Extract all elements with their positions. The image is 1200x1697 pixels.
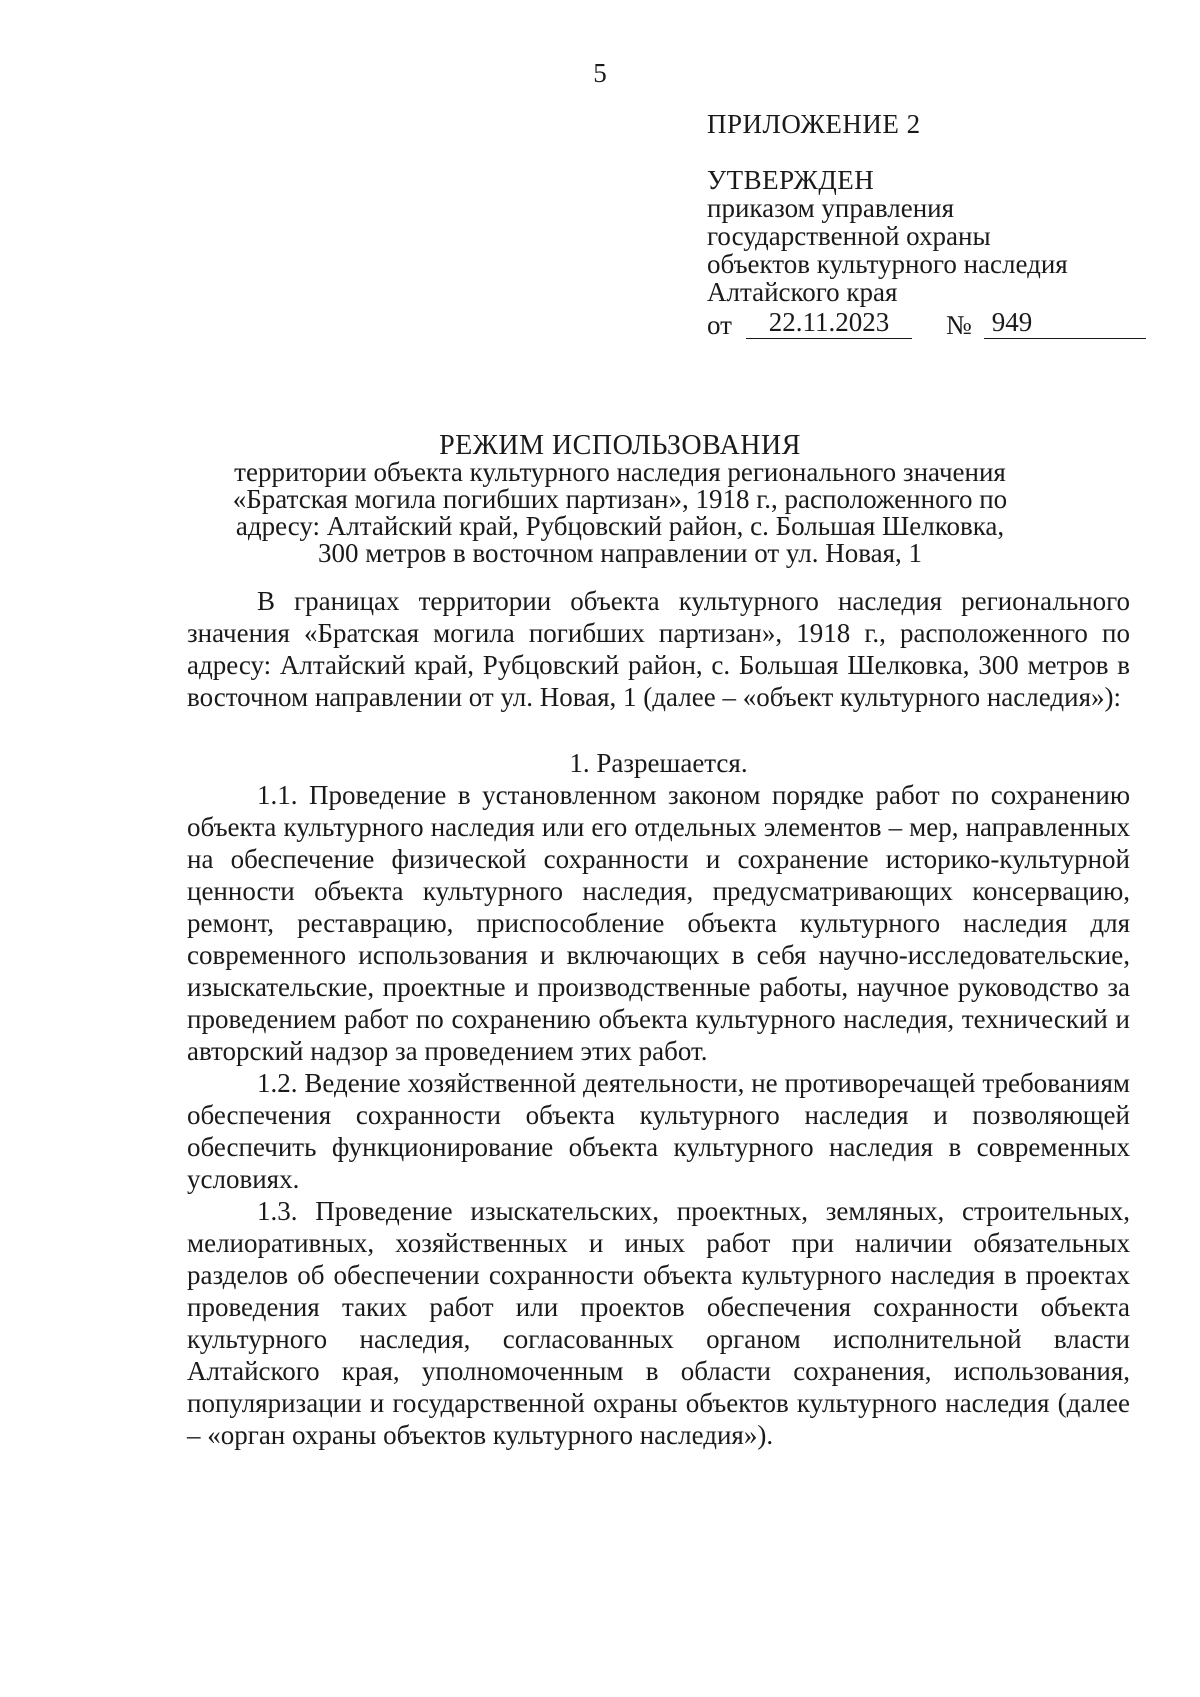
title-line: территории объекта культурного наследия регионального значения	[234, 457, 1006, 487]
document-title-block	[160, 432, 1080, 567]
order-reference	[707, 308, 1147, 339]
clause-1-1: 1.1. Проведение в установленном законом порядке работ по сохранению объекта культурного наследия или его отдельных элементов – мер, направленных на обеспечение физической сохранности и сохранение историко-культурной ценности объекта культурного наследия, предусматривающих консервацию, ремонт, реставрацию, приспособление объекта культурного наследия для современного использования и включающих в себя научно-исследовательские, изыскательские, проектные и производственные работы, научное руководство за проведением работ по сохранению объекта культурного наследия, технический и авторский надзор за проведением этих работ.	[187, 780, 1130, 1066]
approval-line: Алтайского края	[707, 277, 898, 307]
number-sign: №	[945, 310, 972, 340]
approval-line: государственной охраны	[707, 221, 991, 251]
order-number: 949	[984, 308, 1146, 339]
title-line: 300 метров в восточном направлении от ул. Новая, 1	[318, 538, 922, 568]
approval-line: приказом управления	[707, 193, 955, 223]
clause-1-3: 1.3. Проведение изыскательских, проектных, земляных, строительных, мелиоративных, хозяйственных и иных работ при наличии обязательных разделов об обеспечении сохранности объекта культурного наследия в проектах проведения таких работ или проектов обеспечения сохранности объекта культурного наследия, согласованных органом исполнительной власти Алтайского края, уполномоченным в области сохранения, использования, популяризации и государственной охраны объектов культурного наследия (далее – «орган охраны объектов культурного наследия»).	[187, 1196, 1130, 1450]
clause-1-2: 1.2. Ведение хозяйственной деятельности, не противоречащей требованиям обеспечения сохранности объекта культурного наследия и позволяющей обеспечить функционирование объекта культурного наследия в современных условиях.	[187, 1068, 1130, 1194]
intro-paragraph: В границах территории объекта культурного наследия регионального значения «Братская могила погибших партизан», 1918 г., расположенного по адресу: Алтайский край, Рубцовский район, с. Большая Шелковка, 300 метров в восточном направлении от ул. Новая, 1 (далее – «объект культурного наследия»):	[187, 586, 1130, 712]
approval-block	[707, 110, 1147, 339]
order-date: 22.11.2023	[746, 308, 912, 339]
approval-line: объектов культурного наследия	[707, 249, 1068, 279]
appendix-label: ПРИЛОЖЕНИЕ 2	[707, 109, 921, 139]
date-prefix: от	[707, 310, 732, 340]
title-line: «Братская могила погибших партизан», 1918 г., расположенного по	[232, 484, 1008, 514]
approved-label: УТВЕРЖДЕН	[707, 165, 875, 195]
document-body	[187, 585, 1130, 1451]
section-heading: 1. Разрешается.	[569, 748, 748, 778]
page-number: 5	[593, 58, 607, 88]
document-title: РЕЖИМ ИСПОЛЬЗОВАНИЯ	[439, 430, 801, 461]
title-line: адресу: Алтайский край, Рубцовский район, с. Большая Шелковка,	[235, 511, 1005, 541]
